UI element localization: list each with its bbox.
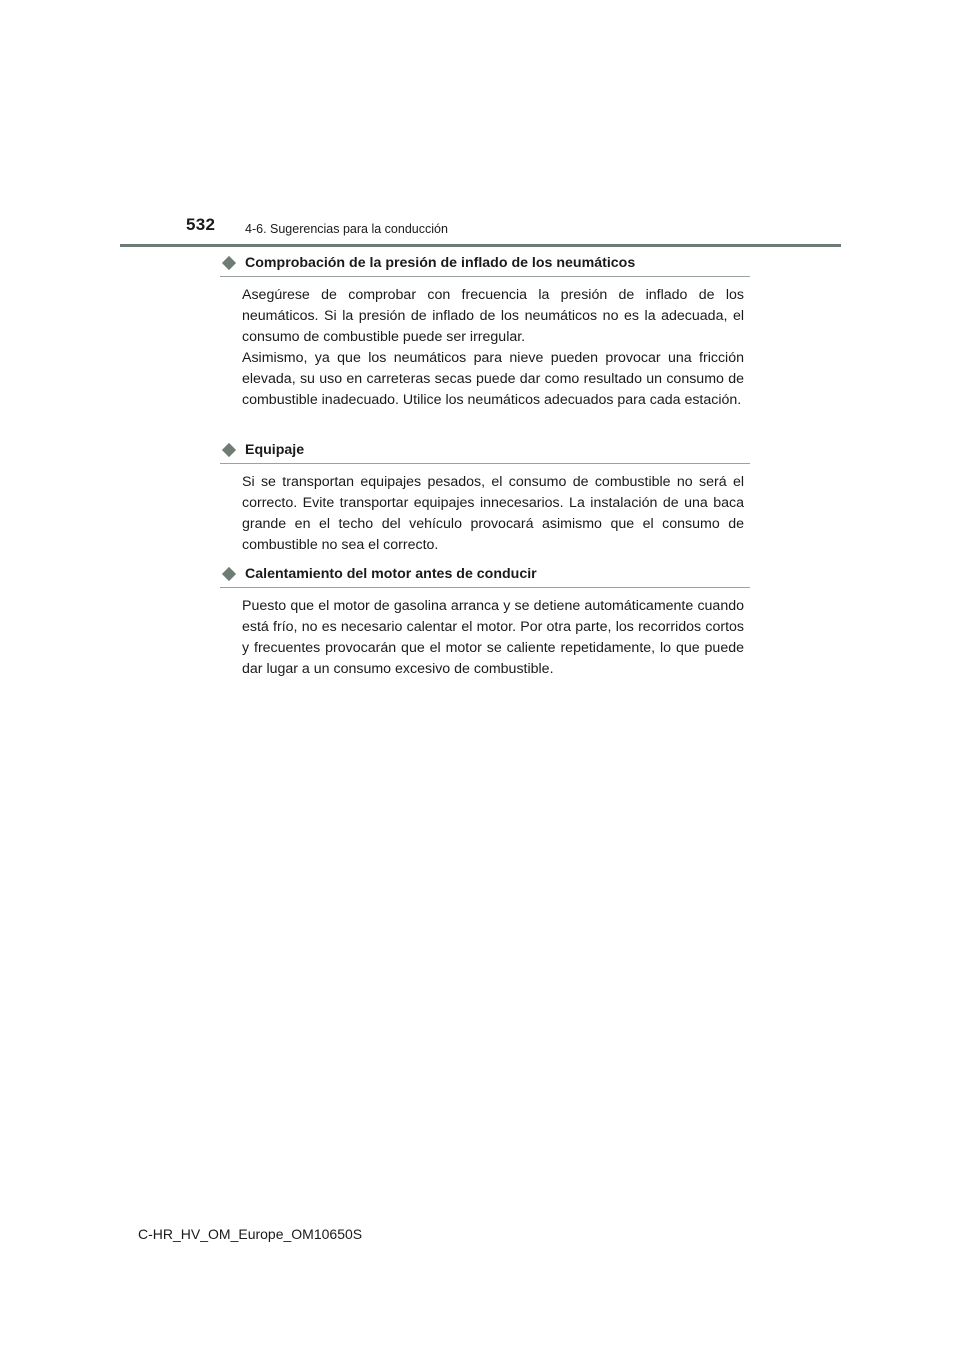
section-body bbox=[242, 596, 744, 680]
diamond-bullet-icon bbox=[222, 256, 236, 270]
diamond-bullet-icon bbox=[222, 443, 236, 457]
section-title: Equipaje bbox=[245, 442, 305, 458]
section-luggage bbox=[220, 439, 750, 556]
section-heading bbox=[220, 252, 750, 277]
paragraph: Puesto que el motor de gasolina arranca y se detiene automáticamente cuando está frío, no es necesario calentar el motor. Por otra parte, los recorridos cortos y frecuentes provocarán que el motor se caliente repetidamente, lo que puede dar lugar a un consumo excesivo de combustible. bbox=[242, 598, 744, 677]
paragraph: Si se transportan equipajes pesados, el consumo de combustible no será el correcto. Evite transportar equipajes innecesarios. La instalación de una baca grande en el techo del vehículo provocará asimismo que el consumo de combustible no sea el correcto. bbox=[242, 474, 744, 553]
section-heading bbox=[220, 439, 750, 464]
page-number: 532 bbox=[186, 215, 216, 234]
paragraph: Asimismo, ya que los neumáticos para nieve pueden provocar una fricción elevada, su uso en carreteras secas puede dar como resultado un consumo de combustible inadecuado. Utilice los neumáticos adecuados para cada estación. bbox=[242, 350, 744, 408]
section-heading bbox=[220, 563, 750, 588]
running-head: 4-6. Sugerencias para la conducción bbox=[245, 222, 448, 236]
section-engine-warmup bbox=[220, 563, 750, 680]
document-code: C-HR_HV_OM_Europe_OM10650S bbox=[138, 1226, 363, 1242]
diamond-bullet-icon bbox=[222, 567, 236, 581]
paragraph: Asegúrese de comprobar con frecuencia la presión de inflado de los neumáticos. Si la presión de inflado de los neumáticos no es la adecuada, el consumo de combustible puede ser irregular. bbox=[242, 287, 744, 345]
header-rule bbox=[120, 244, 841, 247]
section-body bbox=[242, 285, 744, 411]
section-title: Comprobación de la presión de inflado de los neumáticos bbox=[245, 255, 636, 271]
section-tire-pressure bbox=[220, 252, 750, 411]
section-body bbox=[242, 472, 744, 556]
section-title: Calentamiento del motor antes de conducir bbox=[245, 566, 537, 582]
